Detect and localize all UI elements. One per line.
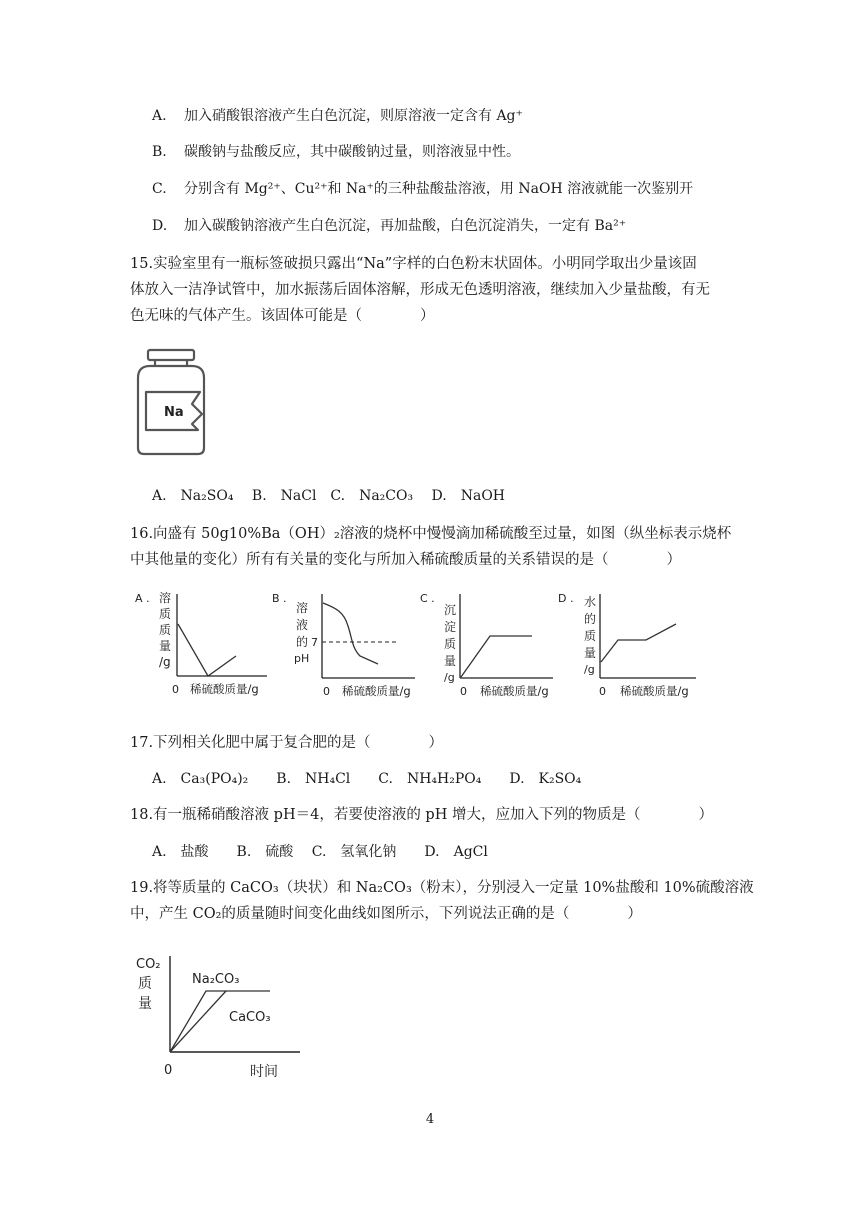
curve: [178, 624, 236, 676]
ylabel-char: 的: [296, 635, 309, 649]
q14-option-c: [152, 179, 693, 199]
xlabel: 稀硫酸质量/g: [342, 684, 411, 698]
series-label: Na₂CO₃: [192, 972, 240, 987]
ylabel-char: 量: [584, 646, 597, 660]
ylabel-char: 质: [159, 623, 172, 637]
option-letter: C.: [152, 181, 167, 197]
q19-stem-line-2: 中，产生 CO₂的质量随时间变化曲线如图所示，下列说法正确的是（ ）: [130, 906, 642, 922]
option-letter: B.: [152, 144, 167, 160]
q16-graph-d: [556, 586, 706, 698]
ylabel-char: 质: [444, 637, 457, 651]
ylabel-char: 沉: [444, 603, 457, 617]
xlabel: 稀硫酸质量/g: [620, 684, 689, 698]
ylabel-char: 量: [444, 654, 457, 668]
xlabel: 时间: [250, 1064, 278, 1080]
origin-label: 0: [164, 1063, 173, 1078]
q15-bottle-figure: [130, 344, 220, 464]
page-number: 4: [425, 1112, 435, 1127]
ylabel-char: 水: [584, 595, 597, 609]
option-text: 碳酸钠与盐酸反应，其中碳酸钠过量，则溶液显中性。: [184, 144, 520, 160]
curve: [323, 603, 378, 664]
origin-label: 0: [323, 685, 330, 698]
xlabel: 稀硫酸质量/g: [480, 684, 549, 698]
ylabel-top: CO₂: [136, 957, 161, 972]
graph-letter: D .: [558, 592, 574, 605]
q14-option-b: [152, 142, 520, 162]
ylabel-char: 量: [159, 639, 172, 653]
origin-label: 0: [599, 685, 606, 698]
q17-options: A. Ca₃(PO₄)₂ B. NH₄Cl C. NH₄H₂PO₄ D. K₂SO₄: [152, 771, 582, 787]
q17-stem: 17.下列相关化肥中属于复合肥的是（ ）: [130, 735, 444, 751]
ylabel-char: 溶: [159, 591, 172, 605]
xlabel: 稀硫酸质量/g: [190, 682, 259, 696]
ylabel-char: 质: [138, 976, 152, 992]
graph-letter: B .: [272, 592, 287, 605]
option-letter: A.: [152, 108, 167, 124]
graph-letter: C .: [420, 592, 435, 605]
q15-stem-line-1: 15.实验室里有一瓶标签破损只露出“Na”字样的白色粉末状固体。小明同学取出少量该固: [130, 256, 697, 272]
ylabel-char: pH: [294, 652, 310, 665]
bottle-icon: [130, 344, 220, 464]
curve: [601, 624, 676, 662]
ylabel-char: 质: [159, 607, 172, 621]
series-caco3-line: [170, 991, 226, 1052]
q16-graph-b: [270, 586, 420, 698]
bottle-label: Na: [164, 405, 184, 420]
series-label: CaCO₃: [229, 1010, 271, 1025]
option-letter: D.: [152, 218, 168, 234]
origin-label: 0: [460, 685, 467, 698]
q14-option-d: [152, 216, 626, 236]
q15-options: A. Na₂SO₄ B. NaCl C. Na₂CO₃ D. NaOH: [152, 488, 506, 504]
q16-stem-line-1: 16.向盛有 50g10%Ba（OH）₂溶液的烧杯中慢慢滴加稀硫酸至过量，如图（纵坐标表示烧杯: [130, 526, 732, 542]
q19-graph: [132, 948, 307, 1083]
q18-stem: 18.有一瓶稀硝酸溶液 pH＝4，若要使溶液的 pH 增大，应加入下列的物质是（ ）: [130, 807, 713, 823]
q18-options: A. 盐酸 B. 硫酸 C. 氢氧化钠 D. AgCl: [152, 844, 488, 860]
option-text: 加入硝酸银溶液产生白色沉淀，则原溶液一定含有 Ag⁺: [184, 108, 523, 124]
ylabel-char: 液: [296, 618, 309, 632]
ylabel-char: /g: [444, 671, 455, 684]
ref-line-label: 7: [311, 636, 318, 649]
q15-stem-line-2: 体放入一洁净试管中，加水振荡后固体溶解，形成无色透明溶液，继续加入少量盐酸，有无: [130, 282, 710, 298]
curve: [461, 636, 532, 677]
q15-stem-line-3: 色无味的气体产生。该固体可能是（ ）: [130, 308, 435, 324]
ylabel-char: 的: [584, 612, 597, 626]
q16-graph-c: [418, 586, 558, 698]
q16-stem-line-2: 中其他量的变化）所有有关量的变化与所加入稀硫酸质量的关系错误的是（ ）: [130, 552, 681, 568]
graph-letter: A .: [135, 592, 150, 605]
ylabel-char: 淀: [444, 620, 457, 634]
q16-graph-a: [132, 586, 272, 698]
q19-stem-line-1: 19.将等质量的 CaCO₃（块状）和 Na₂CO₃（粉末），分别浸入一定量 10%盐酸和 10%硫酸溶液: [130, 880, 754, 896]
ylabel-char: 质: [584, 629, 597, 643]
q14-option-a: [152, 106, 523, 126]
ylabel-char: /g: [159, 655, 171, 669]
ylabel-char: /g: [584, 663, 595, 676]
ylabel-char: 量: [138, 996, 152, 1012]
origin-label: 0: [172, 683, 179, 696]
option-text: 加入碳酸钠溶液产生白色沉淀，再加盐酸，白色沉淀消失，一定有 Ba²⁺: [184, 218, 627, 234]
option-text: 分别含有 Mg²⁺、Cu²⁺和 Na⁺的三种盐酸盐溶液，用 NaOH 溶液就能一次鉴别开: [184, 181, 694, 197]
ylabel-char: 溶: [296, 601, 309, 615]
